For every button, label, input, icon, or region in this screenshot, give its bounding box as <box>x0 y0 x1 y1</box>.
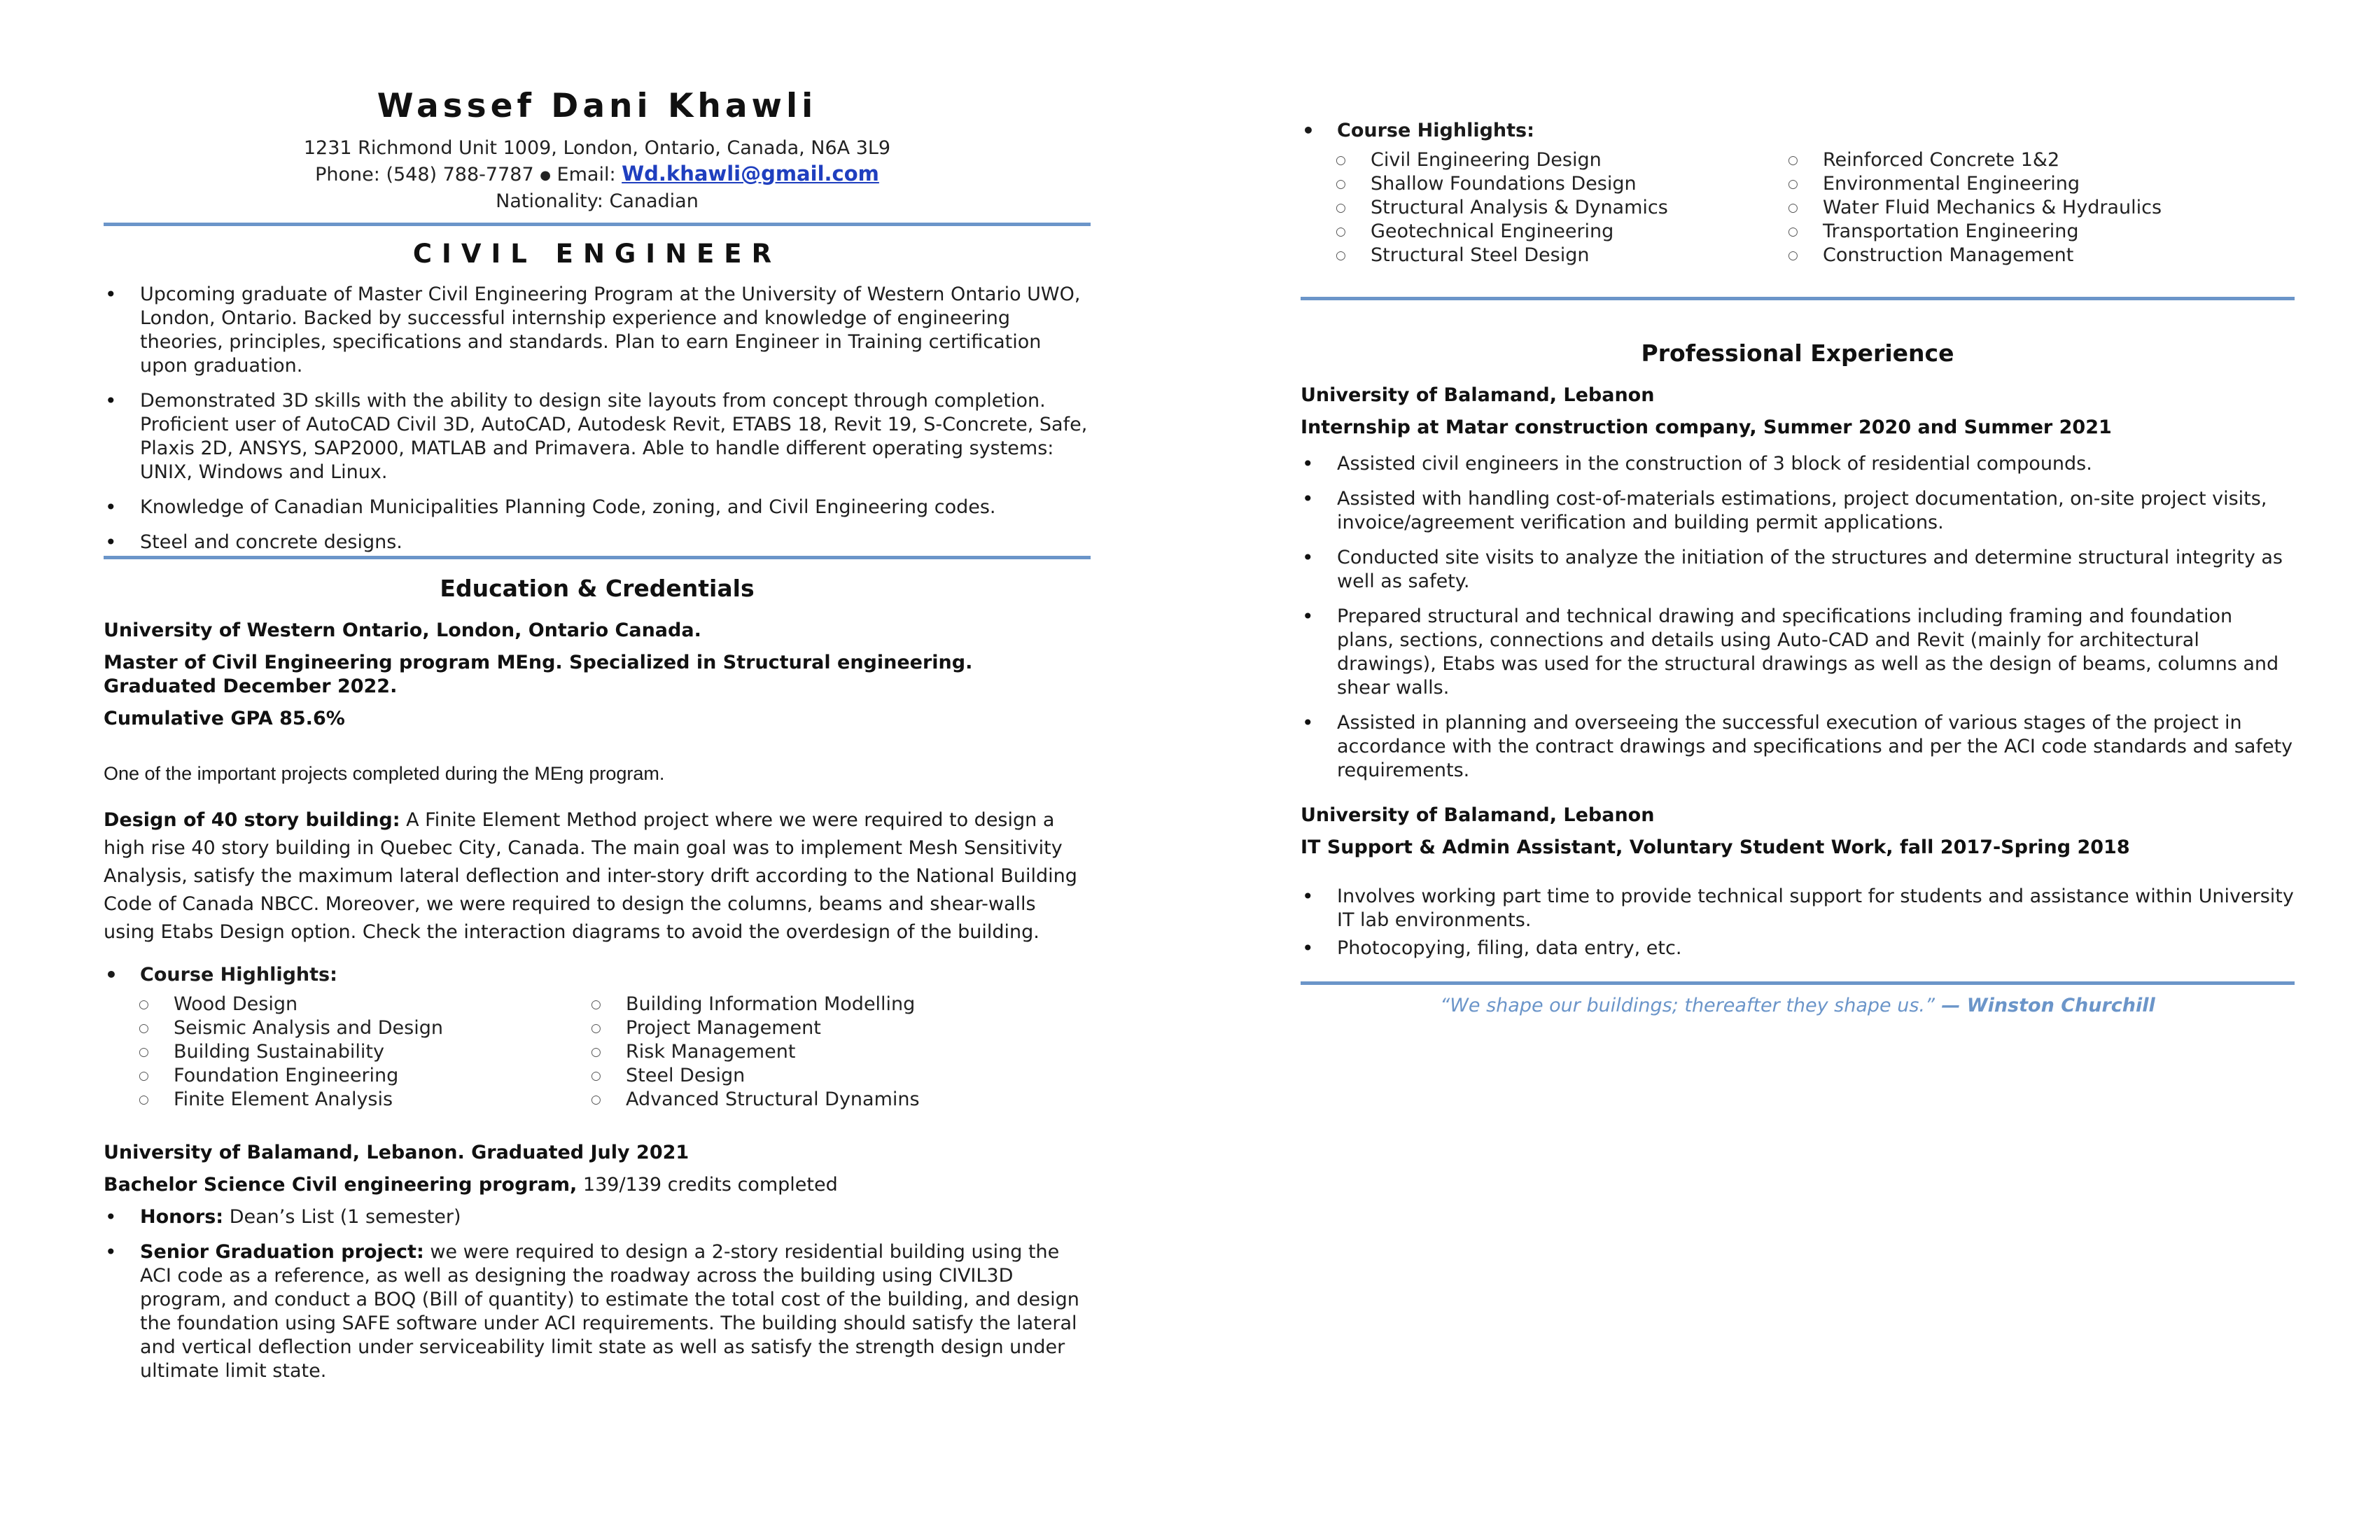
degree-bold: Bachelor Science Civil engineering program, <box>104 1174 578 1196</box>
project-text: A Finite Element Method project where we were required to design a high rise 40 story building in Quebec City, Canada. The main goal was to implement Mesh Sensitivity Analysis, satisfy the maximum lateral deflection and inter-story drift according to the National Building Code of Canada NBCC. Moreover, we were required to design the columns, beams and shear-walls using Etabs Design option. Check the interaction diagrams to avoid the overdesign of the building. <box>104 809 1077 943</box>
job2-bullets <box>1301 885 2295 960</box>
balamand-school: University of Balamand, Lebanon. Graduated July 2021 <box>104 1142 690 1163</box>
job1-title: Internship at Matar construction company, Summer 2020 and Summer 2021 <box>1301 416 2112 438</box>
summary-list <box>104 283 1091 554</box>
balamand-degree <box>104 1173 1091 1197</box>
job1-org: University of Balamand, Lebanon <box>1301 384 1655 406</box>
uwo-school: University of Western Ontario, London, Ontario Canada. <box>104 620 701 641</box>
course-item: ○ Civil Engineering Design <box>1336 148 1788 172</box>
uwo-degree: Master of Civil Engineering program MEng. Specialized in Structural engineering. Graduated December 2022. <box>104 652 973 697</box>
quote <box>1301 995 2295 1016</box>
course-item: ○ Environmental Engineering <box>1788 172 2236 196</box>
summary-item: • Knowledge of Canadian Municipalities Planning Code, zoning, and Civil Engineering codes. <box>104 496 1091 519</box>
job2-title: IT Support & Admin Assistant, Voluntary Student Work, fall 2017-Spring 2018 <box>1301 836 2130 858</box>
course-item: ○ Shallow Foundations Design <box>1336 172 1788 196</box>
summary-item: • Demonstrated 3D skills with the ability to design site layouts from concept through completion. Proficient user of AutoCAD Civil 3D, AutoCAD, Autodesk Revit, ETABS 18, Revit 19, S-Concrete, Safe, Plaxis 2D, ANSYS, SAP2000, MATLAB and Primavera. Able to handle different operating systems: UNIX, Windows and Linux. <box>104 389 1091 484</box>
course-item: ○ Advanced Structural Dynamins <box>591 1088 1039 1112</box>
education-heading: Education & Credentials <box>440 575 755 602</box>
honors-label: Honors: <box>140 1206 224 1228</box>
project-title: Design of 40 story building: <box>104 809 400 831</box>
course-highlights-label: • Course Highlights: <box>104 963 1091 987</box>
course-item: ○ Reinforced Concrete 1&2 <box>1788 148 2236 172</box>
degree-rest: 139/139 credits completed <box>577 1174 838 1196</box>
course-item: ○ Structural Steel Design <box>1336 244 1788 267</box>
senior-project-label: Senior Graduation project: <box>140 1241 424 1263</box>
divider <box>1301 297 2295 300</box>
project-note: One of the important projects completed during the MEng program. <box>104 763 665 784</box>
experience-heading: Professional Experience <box>1641 340 1954 367</box>
nationality: Nationality: Canadian <box>496 190 699 212</box>
course-item: ○ Building Sustainability <box>139 1040 591 1064</box>
senior-project-text: we were required to design a 2-story residential building using the ACI code as a reference, as well as designing the roadway across the building using CIVIL3D program, and conduct a BOQ (Bill of quantity) to estimate the total cost of the building, and design the foundation using SAFE software under ACI requirements. The building should satisfy the lateral and vertical deflection under serviceability limit state as well as satisfy the strength design under ultimate limit state. <box>140 1241 1079 1382</box>
left-page <box>104 0 1091 1540</box>
honors-item <box>104 1205 1091 1229</box>
candidate-name: Wassef Dani Khawli <box>377 87 818 125</box>
course-item: ○ Construction Management <box>1788 244 2236 267</box>
summary-item: • Steel and concrete designs. <box>104 531 1091 554</box>
phone: Phone: (548) 788-7787 <box>315 164 534 186</box>
course-item: ○ Finite Element Analysis <box>139 1088 591 1112</box>
honors-text: Dean’s List (1 semester) <box>223 1206 461 1228</box>
bullet-separator: ● <box>540 168 551 183</box>
quote-text: “We shape our buildings; thereafter they shape us.” <box>1440 995 1935 1016</box>
divider <box>104 223 1091 226</box>
uwo-gpa: Cumulative GPA 85.6% <box>104 708 345 729</box>
course-item: ○ Geotechnical Engineering <box>1336 220 1788 244</box>
divider <box>1301 981 2295 985</box>
course-item: ○ Foundation Engineering <box>139 1064 591 1088</box>
course-item: ○ Risk Management <box>591 1040 1039 1064</box>
course-item: ○ Building Information Modelling <box>591 993 1039 1016</box>
course-item: ○ Structural Analysis & Dynamics <box>1336 196 1788 220</box>
job1-bullet: • Assisted in planning and overseeing the successful execution of various stages of the project in accordance with the contract drawings and specifications and per the ACI code standards and safety requirements. <box>1301 711 2295 783</box>
divider <box>104 556 1091 559</box>
job1-bullet: • Conducted site visits to analyze the initiation of the structures and determine structural integrity as well as safety. <box>1301 546 2295 594</box>
contact-line <box>104 161 1091 188</box>
senior-project-item <box>104 1240 1091 1383</box>
job2-org: University of Balamand, Lebanon <box>1301 804 1655 826</box>
job1-bullet: • Assisted civil engineers in the construction of 3 block of residential compounds. <box>1301 452 2295 476</box>
job2-bullet: • Photocopying, filing, data entry, etc. <box>1301 937 2295 960</box>
email-link[interactable]: Wd.khawli@gmail.com <box>622 162 879 186</box>
job1-bullets <box>1301 452 2295 783</box>
summary-item: • Upcoming graduate of Master Civil Engineering Program at the University of Western Ontario UWO, London, Ontario. Backed by successful internship experience and knowledge of engineering theories, principles, specifications and standards. Plan to earn Engineer in Training certification upon graduation. <box>104 283 1091 378</box>
job1-bullet: • Assisted with handling cost-of-materials estimations, project documentation, on-site project visits, invoice/agreement verification and building permit applications. <box>1301 487 2295 535</box>
address: 1231 Richmond Unit 1009, London, Ontario, Canada, N6A 3L9 <box>303 137 891 159</box>
course-highlights-label: • Course Highlights: <box>1301 119 2295 143</box>
course-item: ○ Seismic Analysis and Design <box>139 1016 591 1040</box>
email-label: Email: <box>556 164 616 186</box>
course-highlights-grid <box>1336 148 2295 267</box>
right-page <box>1301 0 2295 1540</box>
course-item: ○ Wood Design <box>139 993 591 1016</box>
balamand-list <box>104 1205 1091 1383</box>
job2-bullet: • Involves working part time to provide technical support for students and assistance within University IT lab environments. <box>1301 885 2295 932</box>
quote-author: — Winston Churchill <box>1935 995 2155 1016</box>
course-item: ○ Project Management <box>591 1016 1039 1040</box>
job-title: CIVIL ENGINEER <box>412 239 782 269</box>
project-description <box>104 806 1091 946</box>
course-item: ○ Water Fluid Mechanics & Hydraulics <box>1788 196 2236 220</box>
course-highlights-grid <box>139 993 1091 1112</box>
course-item: ○ Transportation Engineering <box>1788 220 2236 244</box>
course-item: ○ Steel Design <box>591 1064 1039 1088</box>
job1-bullet: • Prepared structural and technical drawing and specifications including framing and foundation plans, sections, connections and details using Auto-CAD and Revit (mainly for architectural drawings), Etabs was used for the structural drawings as well as the design of beams, columns and shear walls. <box>1301 605 2295 700</box>
